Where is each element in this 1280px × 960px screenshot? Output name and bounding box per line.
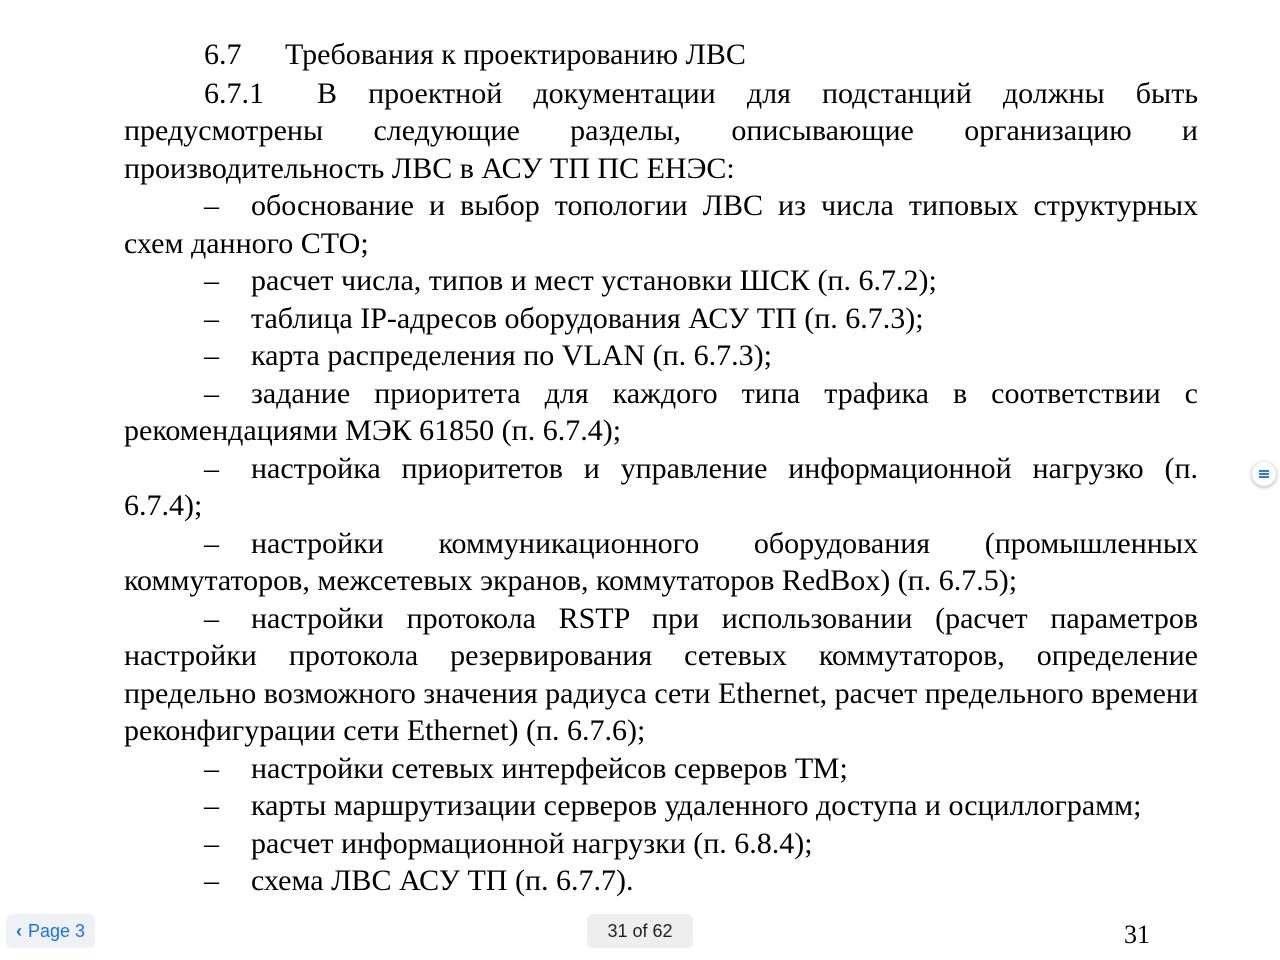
chevron-left-icon: ‹ <box>16 920 22 941</box>
page-counter <box>587 914 693 948</box>
page-number: 31 <box>1124 920 1150 949</box>
section-title: Требования к проектированию ЛВС <box>285 38 746 71</box>
scroll-handle[interactable] <box>1252 462 1276 486</box>
dash-marker: – <box>204 826 219 860</box>
dash-marker: – <box>204 339 219 372</box>
dash-marker: – <box>204 189 219 222</box>
list-item-text: схема ЛВС АСУ ТП (п. 6.7.7). <box>251 864 634 897</box>
list-item <box>124 787 1198 825</box>
dash-marker: – <box>204 601 219 635</box>
list-item <box>124 825 1198 863</box>
list-item-text: расчет числа, типов и мест установки ШСК (п. 6.7.2); <box>251 264 937 297</box>
dash-marker: – <box>204 864 219 897</box>
list-item-text: настройка приоритетов и управление информационной нагрузко (п. 6.7.4); <box>124 451 1198 522</box>
list-item <box>124 600 1198 750</box>
list-item <box>124 525 1198 600</box>
list-item-text: задание приоритета для каждого типа трафика в соответствии с рекомендациями МЭК 61850 (п. 6.7.4); <box>124 376 1198 447</box>
list-item-text: настройки сетевых интерфейсов серверов ТМ; <box>251 751 848 785</box>
page-counter-text: 31 of 62 <box>607 920 673 941</box>
list-item <box>124 375 1198 450</box>
dash-marker: – <box>204 526 219 560</box>
section-heading <box>124 36 1198 74</box>
dash-marker: – <box>204 376 219 410</box>
list-icon <box>1259 470 1269 478</box>
list-item-text: карты маршрутизации серверов удаленного доступа и осциллограмм; <box>251 789 1142 822</box>
document-body <box>124 36 1198 900</box>
dash-marker: – <box>204 789 219 822</box>
back-to-page-button[interactable] <box>6 914 95 948</box>
list-item <box>124 300 1198 338</box>
clause-number: 6.7.1 <box>204 76 264 110</box>
list-item <box>124 187 1198 262</box>
list-item <box>124 862 1198 900</box>
list-item-text: таблица IP-адресов оборудования АСУ ТП (п. 6.7.3); <box>251 301 924 335</box>
dash-marker: – <box>204 451 219 485</box>
list-item-text: карта распределения по VLAN (п. 6.7.3); <box>251 339 772 372</box>
list-item-text: настройки коммуникационного оборудования (промышленных коммутаторов, межсетевых экранов, коммутаторов RedBox) (п. 6.7.5); <box>124 526 1198 597</box>
dash-marker: – <box>204 751 219 785</box>
section-number: 6.7 <box>204 38 242 71</box>
list-item <box>124 750 1198 788</box>
dash-marker: – <box>204 264 219 297</box>
clause-text: В проектной документации для подстанций должны быть предусмотрены следующие разделы, описывающие организацию и производительность ЛВС в АСУ ТП ПС ЕНЭС: <box>124 76 1198 185</box>
dash-marker: – <box>204 301 219 335</box>
clause-paragraph <box>124 75 1198 188</box>
list-item-text: настройки протокола RSTP при использовании (расчет параметров настройки протокола резервирования сетевых коммутаторов, определение предельно возможного значения радиуса сети Ethernet, расчет предельного времени реконфигурации сети Ethernet) (п. 6.7.6); <box>124 601 1198 747</box>
list-item <box>124 337 1198 375</box>
list-item-text: расчет информационной нагрузки (п. 6.8.4); <box>251 826 813 860</box>
list-item-text: обоснование и выбор топологии ЛВС из числа типовых структурных схем данного СТО; <box>124 189 1198 260</box>
back-button-label: Page 3 <box>28 920 86 941</box>
list-item <box>124 262 1198 300</box>
list-item <box>124 450 1198 525</box>
